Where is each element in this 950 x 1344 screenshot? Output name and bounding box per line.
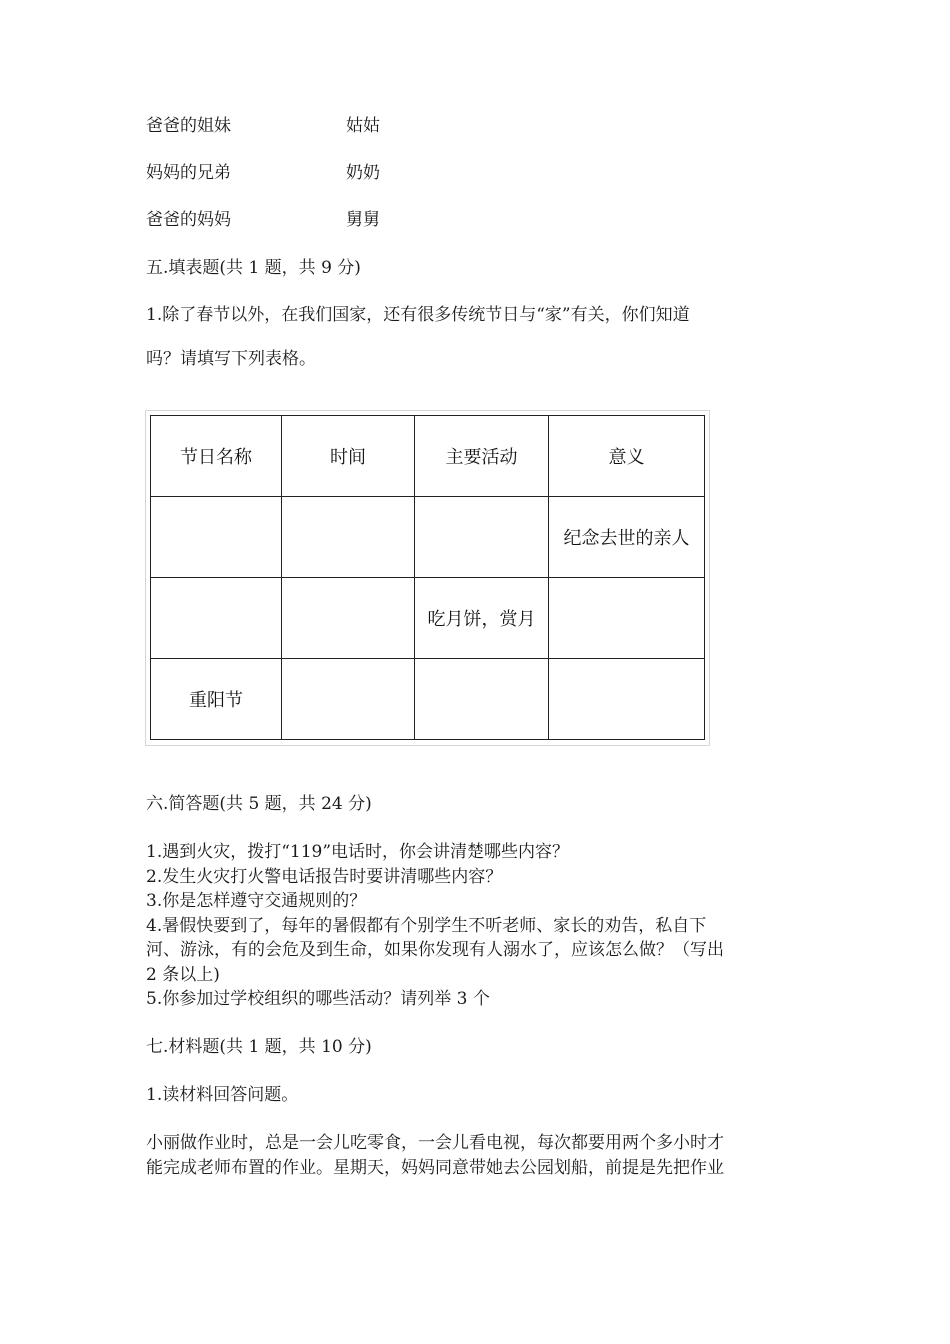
table-cell[interactable] (151, 497, 282, 578)
table-cell: 吃月饼，赏月 (415, 578, 549, 659)
festival-table (150, 415, 705, 740)
table-cell[interactable] (415, 497, 549, 578)
section6-q1: 1.遇到火灾，拨打“119”电话时，你会讲清楚哪些内容？ (146, 842, 570, 862)
table-cell[interactable] (415, 659, 549, 740)
match-left-1: 爸爸的姐妹 (146, 116, 231, 136)
section6-q4-line3: 2 条以上) (146, 965, 220, 985)
table-cell[interactable] (282, 659, 415, 740)
match-right-1: 姑姑 (346, 116, 380, 136)
table-row (151, 497, 705, 578)
section6-q3: 3.你是怎样遵守交通规则的？ (146, 891, 367, 911)
table-cell[interactable] (151, 578, 282, 659)
table-row (151, 578, 705, 659)
header-festival-name: 节日名称 (151, 416, 282, 497)
table-cell: 纪念去世的亲人 (549, 497, 705, 578)
table-cell[interactable] (282, 578, 415, 659)
section7-q1: 1.读材料回答问题。 (146, 1085, 299, 1105)
material-line-2: 能完成老师布置的作业。星期天，妈妈同意带她去公园划船，前提是先把作业 (146, 1158, 724, 1178)
section5-q1-line1: 1.除了春节以外，在我们国家，还有很多传统节日与“家”有关，你们知道 (146, 305, 690, 325)
table-header-row (151, 416, 705, 497)
match-right-3: 舅舅 (346, 210, 380, 230)
section6-heading: 六.简答题(共 5 题，共 24 分) (146, 794, 372, 814)
section5-heading: 五.填表题(共 1 题，共 9 分) (146, 258, 361, 278)
section7-heading: 七.材料题(共 1 题，共 10 分) (146, 1037, 372, 1057)
section6-q5: 5.你参加过学校组织的哪些活动？请列举 3 个 (146, 989, 490, 1009)
table-row (151, 659, 705, 740)
section6-q2: 2.发生火灾打火警电话报告时要讲清哪些内容？ (146, 867, 503, 887)
material-line-1: 小丽做作业时，总是一会儿吃零食，一会儿看电视，每次都要用两个多小时才 (146, 1133, 724, 1153)
match-left-3: 爸爸的妈妈 (146, 210, 231, 230)
match-right-2: 奶奶 (346, 163, 380, 183)
table-cell: 重阳节 (151, 659, 282, 740)
header-meaning: 意义 (549, 416, 705, 497)
match-left-2: 妈妈的兄弟 (146, 163, 231, 183)
table-cell[interactable] (549, 659, 705, 740)
table-cell[interactable] (282, 497, 415, 578)
header-time: 时间 (282, 416, 415, 497)
header-main-activity: 主要活动 (415, 416, 549, 497)
section5-q1-line2: 吗？请填写下列表格。 (146, 349, 316, 369)
section6-q4-line2: 河、游泳，有的会危及到生命，如果你发现有人溺水了，应该怎么做？（写出 (146, 940, 724, 960)
table-cell[interactable] (549, 578, 705, 659)
section6-q4-line1: 4.暑假快要到了，每年的暑假都有个别学生不听老师、家长的劝告，私自下 (146, 916, 707, 936)
